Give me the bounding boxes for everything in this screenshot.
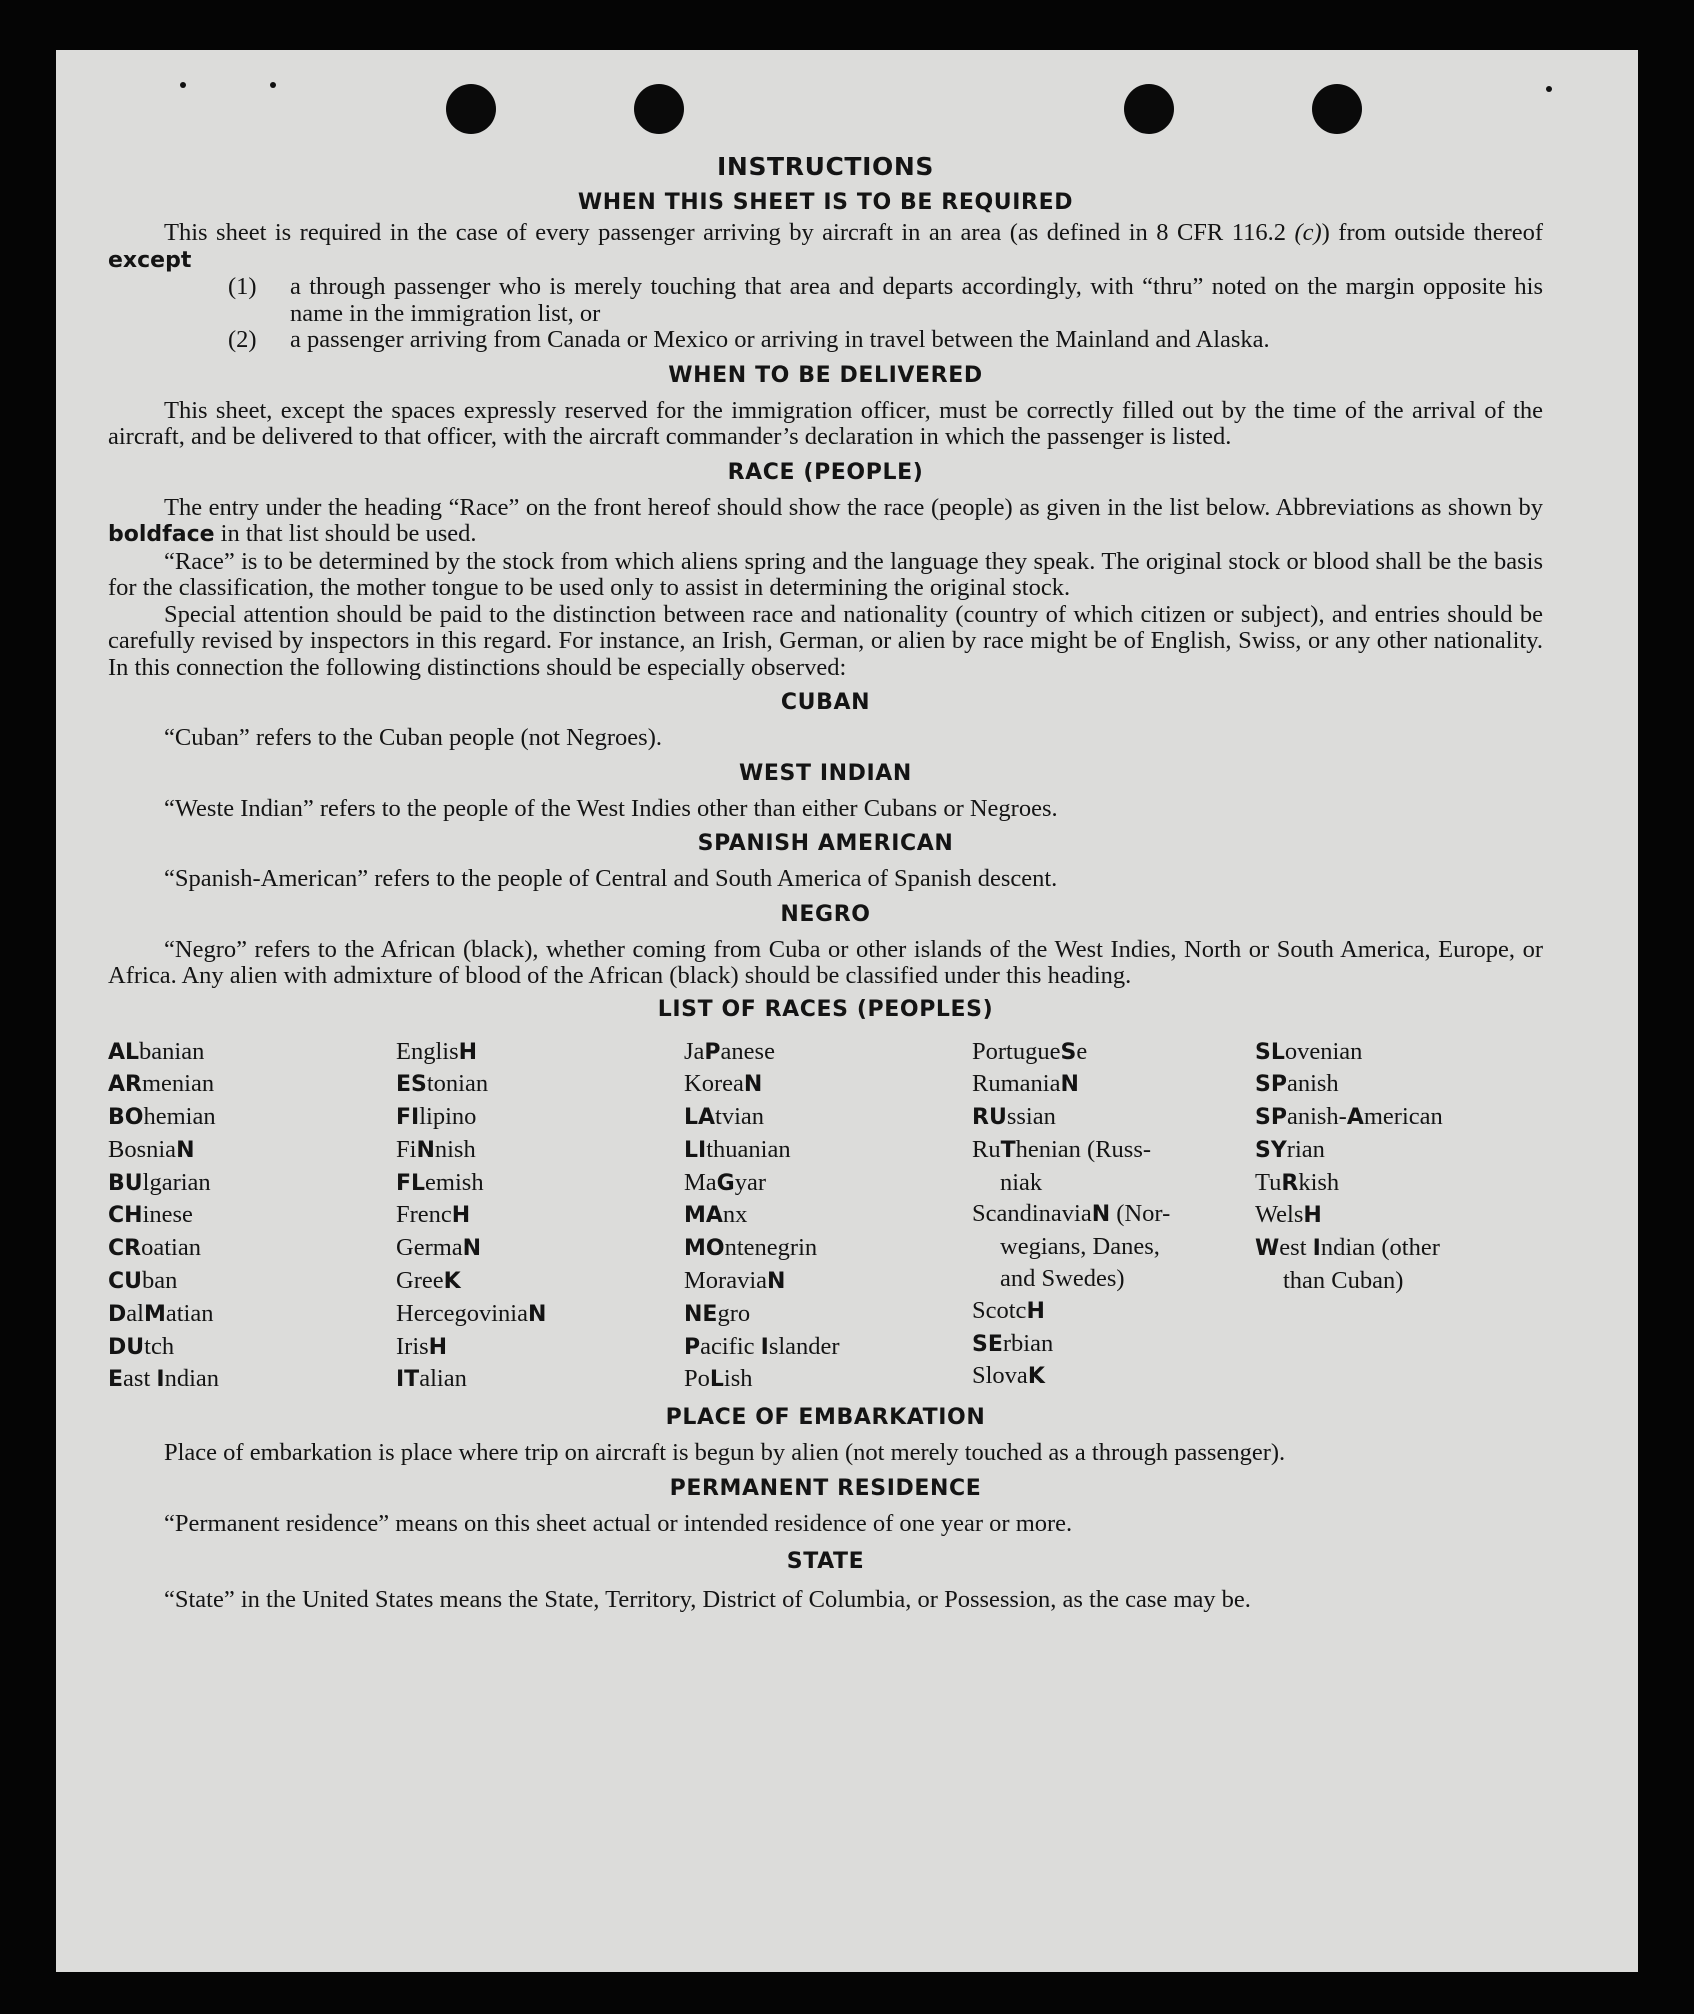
race-text: Slova [972, 1362, 1028, 1390]
race-entry [108, 1036, 396, 1069]
race-entry [108, 1232, 396, 1265]
race-text: nx [722, 1201, 748, 1229]
race-entry [1255, 1068, 1515, 1101]
section-heading-west-indian: WEST INDIAN [739, 760, 912, 786]
race-abbreviation: CH [108, 1203, 143, 1229]
race-abbreviation: ES [396, 1072, 427, 1098]
ink-speck [180, 82, 186, 88]
race-entry [972, 1101, 1255, 1134]
race-abbreviation: P [704, 1039, 721, 1065]
race-text: Wels [1255, 1201, 1304, 1229]
race-entry [108, 1068, 396, 1101]
race-entry [972, 1295, 1255, 1328]
race-text: niak [1000, 1168, 1043, 1196]
west-indian-text: “Weste Indian” refers to the people of the West Indies other than either Cubans or Negroes. [164, 794, 1058, 822]
section-heading-negro: NEGRO [780, 901, 871, 927]
race-entry [396, 1265, 684, 1298]
race-abbreviation: H [1303, 1203, 1322, 1229]
race-entry [972, 1134, 1255, 1167]
race-abbreviation: RU [972, 1105, 1007, 1131]
race-abbreviation: N [1091, 1202, 1111, 1228]
punch-hole [446, 84, 496, 134]
section-heading-when-delivered: WHEN TO BE DELIVERED [668, 362, 983, 388]
race-abbreviation: DU [108, 1334, 145, 1360]
race-text: alian [419, 1365, 467, 1393]
race-text: lipino [419, 1103, 477, 1131]
race-text: Ma [684, 1168, 717, 1196]
punch-hole [634, 84, 684, 134]
race-text: al [126, 1299, 144, 1327]
race-abbreviation: E [108, 1367, 124, 1393]
race-abbreviation: FI [396, 1105, 420, 1131]
state-text: “State” in the United States means the State, Territory, District of Columbia, or Possession, as the case may be. [164, 1586, 1251, 1614]
race-entry [684, 1265, 972, 1298]
race-entry [108, 1298, 396, 1331]
race-paragraph: Special attention should be paid to the distinction between race and nationality (country of which citizen or subject), and entries should be carefully revised by inspectors in this regard. For instance, an Irish, German, or alien by race might be of English, Swiss, or any other nationality. In this connection the following distinctions should be especially observed: [108, 600, 1543, 681]
race-text: slander [768, 1332, 840, 1360]
race-text: anese [720, 1037, 775, 1065]
race-text: tvian [715, 1103, 765, 1131]
section-heading-race: RACE (PEOPLE) [727, 459, 924, 485]
section-heading-when-required: WHEN THIS SHEET IS TO BE REQUIRED [577, 190, 1074, 215]
punch-hole [1124, 84, 1174, 134]
race-abbreviation: H [428, 1334, 448, 1360]
section-heading-list-of-races: LIST OF RACES (PEOPLES) [657, 996, 994, 1022]
race-entry [972, 1036, 1255, 1069]
race-abbreviation: MA [684, 1203, 723, 1229]
race-entry [1255, 1167, 1515, 1200]
race-entry [396, 1298, 684, 1331]
race-abbreviation: SP [1255, 1072, 1287, 1098]
race-entry [684, 1199, 972, 1232]
race-entry [972, 1360, 1255, 1393]
race-text: oatian [141, 1234, 201, 1262]
race-abbreviation: I [156, 1367, 165, 1393]
race-text: anish [1286, 1070, 1339, 1098]
race-abbreviation: A [1346, 1105, 1364, 1131]
race-entry [684, 1101, 972, 1134]
race-text: ntenegrin [724, 1234, 818, 1262]
race-abbreviation: AL [108, 1039, 140, 1065]
race-entry [1255, 1265, 1515, 1297]
race-text: ast [123, 1365, 157, 1393]
race-text: menian [141, 1070, 215, 1098]
race-text: ssian [1006, 1103, 1056, 1131]
race-text: kish [1298, 1168, 1340, 1196]
race-entry [396, 1068, 684, 1101]
race-abbreviation: CU [108, 1269, 143, 1295]
race-text: wegians, Danes, [1000, 1233, 1160, 1261]
race-entry [684, 1068, 972, 1101]
race-text: Hercegovinia [396, 1299, 528, 1327]
race-text: est [1279, 1234, 1313, 1262]
race-abbreviation: K [1027, 1364, 1045, 1390]
embarkation-text: Place of embarkation is place where trip on aircraft is begun by alien (not merely touched as a through passenger). [164, 1439, 1286, 1467]
race-abbreviation: NE [684, 1301, 718, 1327]
race-text: Po [684, 1365, 710, 1393]
race-text: (Nor- [1110, 1200, 1171, 1228]
race-abbreviation: AR [108, 1072, 142, 1098]
exception-item: (2) a passenger arriving from Canada or Mexico or arriving in travel between the Mainland and Alaska. [228, 326, 1270, 353]
race-text: lgarian [142, 1168, 211, 1196]
race-entry [684, 1036, 972, 1069]
ink-speck [270, 82, 276, 88]
race-text: Rumania [972, 1070, 1061, 1098]
race-text: emish [425, 1168, 484, 1196]
race-text: Moravia [684, 1267, 767, 1295]
race-column [684, 1036, 972, 1397]
race-text: inese [142, 1201, 193, 1229]
exception-item: (1) a through passenger who is merely touching that area and departs accordingly, with “thru” noted on the margin opposite his name in the immigration list, or [228, 273, 1543, 327]
race-text: rian [1286, 1135, 1325, 1163]
race-abbreviation: N [176, 1137, 195, 1163]
race-entry [972, 1263, 1255, 1295]
race-text: atian [165, 1299, 214, 1327]
race-abbreviation: N [416, 1137, 435, 1163]
race-text: thuanian [706, 1135, 791, 1163]
race-entry [108, 1167, 396, 1200]
race-abbreviation: FL [396, 1170, 426, 1196]
cuban-text: “Cuban” refers to the Cuban people (not Negroes). [164, 724, 662, 751]
race-text: Tu [1255, 1168, 1282, 1196]
race-entry [396, 1101, 684, 1134]
race-entry [1255, 1199, 1515, 1232]
race-entry [1255, 1134, 1515, 1167]
race-abbreviation: I [1312, 1236, 1321, 1262]
when-delivered-text: This sheet, except the spaces expressly reserved for the immigration officer, must be correctly filled out by the time of the arrival of the aircraft, and be delivered to that officer, with the aircraft commander’s declaration in which the passenger is listed. [108, 396, 1543, 450]
section-heading-state: STATE [786, 1549, 865, 1575]
race-entry [972, 1167, 1255, 1199]
race-list [108, 1036, 1543, 1397]
document-sheet [56, 50, 1638, 1972]
race-entry [108, 1199, 396, 1232]
race-abbreviation: D [108, 1301, 127, 1327]
race-entry [396, 1167, 684, 1200]
race-text: ovenian [1284, 1037, 1363, 1065]
race-text: banian [139, 1037, 205, 1065]
race-text: rbian [1002, 1329, 1054, 1357]
section-heading-embarkation: PLACE OF EMBARKATION [665, 1405, 986, 1431]
race-text: Ja [684, 1037, 705, 1065]
race-abbreviation: SP [1255, 1105, 1287, 1131]
race-abbreviation: IT [396, 1367, 420, 1393]
race-abbreviation: N [743, 1072, 763, 1098]
race-abbreviation: SE [972, 1331, 1003, 1357]
race-text: Scandinavia [972, 1200, 1092, 1228]
race-abbreviation: LA [684, 1105, 716, 1131]
race-column [396, 1036, 684, 1397]
race-abbreviation: G [716, 1170, 735, 1196]
race-entry [396, 1134, 684, 1167]
race-text: ndian (other [1320, 1234, 1440, 1262]
race-abbreviation: LI [684, 1137, 707, 1163]
race-text: tch [144, 1332, 175, 1360]
race-entry [108, 1265, 396, 1298]
race-entry [396, 1036, 684, 1069]
race-text: acific [700, 1332, 761, 1360]
race-column [108, 1036, 396, 1397]
race-abbreviation: BU [108, 1170, 143, 1196]
race-entry [972, 1068, 1255, 1101]
race-abbreviation: I [760, 1334, 769, 1360]
race-abbreviation: H [451, 1203, 471, 1229]
race-text: yar [734, 1168, 767, 1196]
race-column [972, 1036, 1255, 1397]
race-paragraph: “Race” is to be determined by the stock from which aliens spring and the language they speak. The original stock or blood shall be the basis for the classification, the mother tongue to be used only to assist in determining the original stock. [108, 547, 1543, 601]
race-abbreviation: BO [108, 1105, 144, 1131]
race-text: and Swedes) [1000, 1265, 1125, 1293]
race-entry [972, 1231, 1255, 1263]
race-abbreviation: W [1255, 1236, 1280, 1262]
race-text: ish [723, 1365, 753, 1393]
race-abbreviation: N [462, 1236, 482, 1262]
section-heading-residence: PERMANENT RESIDENCE [669, 1475, 982, 1501]
race-text: Korea [684, 1070, 744, 1098]
race-abbreviation: N [767, 1269, 786, 1295]
race-abbreviation: R [1281, 1170, 1299, 1196]
race-column [1255, 1036, 1515, 1397]
race-entry [108, 1134, 396, 1167]
race-text: Portugue [972, 1037, 1061, 1065]
race-entry [396, 1331, 684, 1364]
race-entry [972, 1198, 1255, 1231]
race-entry [1255, 1036, 1515, 1069]
race-text: hemian [143, 1103, 216, 1131]
race-entry [684, 1331, 972, 1364]
race-entry [684, 1167, 972, 1200]
race-entry [396, 1232, 684, 1265]
section-heading-cuban: CUBAN [780, 690, 871, 715]
race-entry [1255, 1232, 1515, 1265]
race-entry [108, 1331, 396, 1364]
race-text: Germa [396, 1234, 463, 1262]
race-abbreviation: T [1000, 1137, 1016, 1163]
race-abbreviation: M [143, 1301, 166, 1327]
race-text: ban [142, 1267, 178, 1295]
race-abbreviation: H [458, 1039, 478, 1065]
race-text: Iris [396, 1332, 429, 1360]
page-title: INSTRUCTIONS [717, 152, 934, 181]
race-entry [1255, 1101, 1515, 1134]
race-text: henian (Russ- [1015, 1135, 1152, 1163]
race-abbreviation: S [1060, 1039, 1077, 1065]
section-heading-spanish-american: SPANISH AMERICAN [697, 831, 954, 856]
race-text: gro [717, 1299, 751, 1327]
ink-speck [1546, 86, 1552, 92]
negro-text: “Negro” refers to the African (black), whether coming from Cuba or other islands of the West Indies, North or South America, Europe, or Africa. Any alien with admixture of blood of the African (black) should be classified under this heading. [108, 935, 1543, 989]
race-entry [684, 1298, 972, 1331]
race-text: nish [434, 1135, 476, 1163]
race-abbreviation: N [527, 1301, 547, 1327]
residence-text: “Permanent residence” means on this sheet actual or intended residence of one year or more. [164, 1509, 1073, 1537]
race-entry [108, 1101, 396, 1134]
race-text: merican [1363, 1103, 1443, 1131]
race-abbreviation: P [684, 1334, 701, 1360]
race-text: Frenc [396, 1201, 452, 1229]
when-required-intro: This sheet is required in the case of every passenger arriving by aircraft in an area (as defined in 8 CFR 116.2 (c)) from outside thereof except [108, 219, 1544, 273]
race-entry [396, 1199, 684, 1232]
race-abbreviation: CR [108, 1236, 142, 1262]
race-paragraph: The entry under the heading “Race” on the front hereof should show the race (people) as given in the list below. Abbreviations as shown by boldface in that list should be used. [108, 493, 1543, 547]
race-text: e [1076, 1037, 1088, 1065]
race-text: ndian [164, 1365, 219, 1393]
race-text: Ru [972, 1135, 1001, 1163]
race-abbreviation: SL [1255, 1039, 1285, 1065]
race-text: Bosnia [108, 1135, 177, 1163]
race-text: tonian [426, 1070, 489, 1098]
race-entry [684, 1363, 972, 1396]
race-entry [972, 1328, 1255, 1361]
race-abbreviation: K [443, 1269, 461, 1295]
race-text: Gree [396, 1267, 444, 1295]
race-abbreviation: L [709, 1367, 724, 1393]
race-entry [684, 1232, 972, 1265]
race-text: Scotc [972, 1296, 1027, 1324]
race-text: anish- [1286, 1103, 1347, 1131]
instructions-content [108, 148, 1543, 1614]
race-abbreviation: MO [684, 1236, 725, 1262]
race-abbreviation: H [1026, 1298, 1045, 1324]
punch-hole [1312, 84, 1362, 134]
race-abbreviation: SY [1255, 1137, 1287, 1163]
race-text: than Cuban) [1283, 1267, 1404, 1295]
race-entry [108, 1363, 396, 1396]
race-entry [396, 1363, 684, 1396]
race-text: Fi [396, 1135, 417, 1163]
race-entry [684, 1134, 972, 1167]
race-abbreviation: N [1060, 1072, 1079, 1098]
race-text: Englis [396, 1037, 459, 1065]
spanish-american-text: “Spanish-American” refers to the people of Central and South America of Spanish descent. [164, 865, 1058, 892]
